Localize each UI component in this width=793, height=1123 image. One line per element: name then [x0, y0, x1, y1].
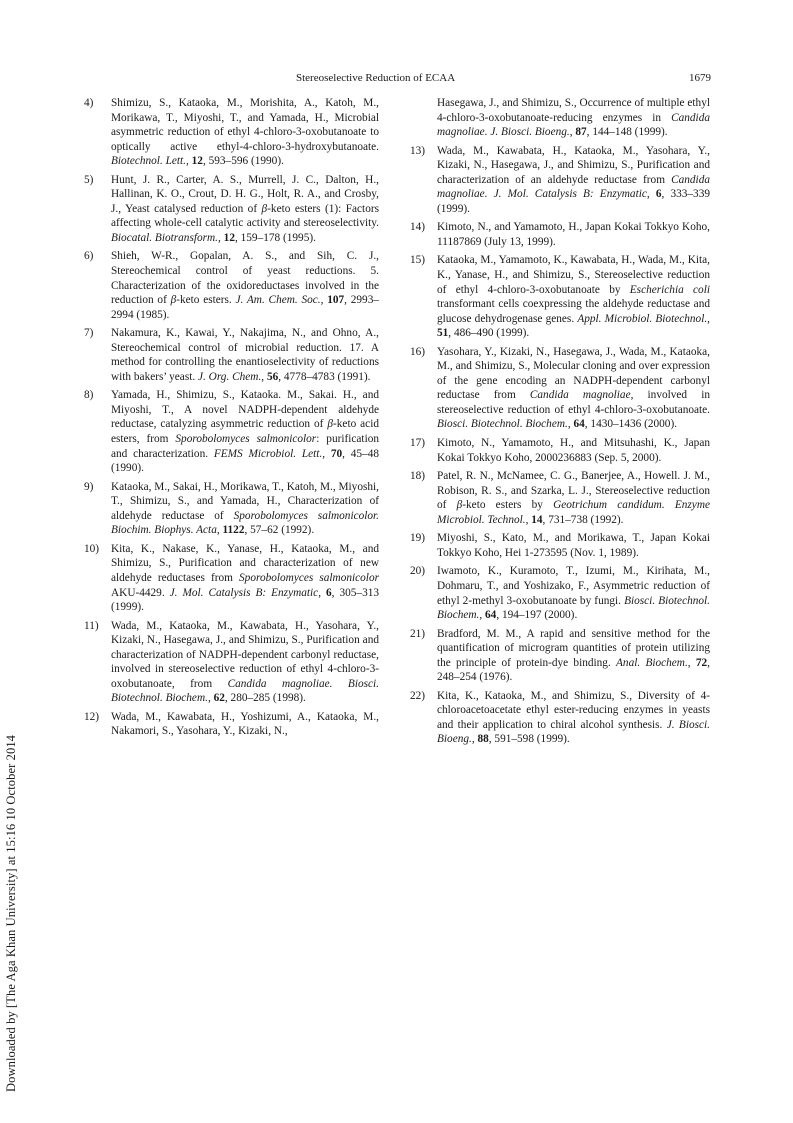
reference-text: Wada, M., Kataoka, M., Kawabata, H., Yasohara, Y., Kizaki, N., Hasegawa, J., and Shimizu, S., Purification and characterization of NADPH-dependent carbonyl reductase, involved in stereoselective reduction of ethyl 4-chloro-3-oxobutanoate, from Candida magnoliae. Biosci. Biotechnol. Biochem., 62, 280–285 (1998).: [111, 619, 379, 705]
reference-number: 13): [410, 144, 426, 157]
references-left-column: [84, 96, 379, 743]
reference-number: 6): [84, 250, 94, 263]
reference-text: Wada, M., Kawabata, H., Kataoka, M., Yasohara, Y., Kizaki, N., Hasegawa, J., and Shimizu, S., Purification and characterization of an aldehyde reductase from Candida magnoliae. J. Mol. Catalysis B: Enzymatic, 6, 333–339 (1999).: [437, 144, 710, 215]
page-number: 1679: [689, 72, 711, 84]
reference-number: 20): [410, 565, 426, 578]
download-watermark-text: Downloaded by [The Aga Khan University] at 15:16 10 October 2014: [4, 734, 18, 1092]
reference-number: 22): [410, 689, 426, 702]
reference-number: 11): [84, 619, 99, 632]
reference-item: [84, 326, 379, 384]
reference-text: Iwamoto, K., Kuramoto, T., Izumi, M., Kirihata, M., Dohmaru, T., and Yoshizako, F., Asymmetric reduction of ethyl 2-methyl 3-oxobutanoate by fungi. Biosci. Biotechnol. Biochem., 64, 194–197 (2000).: [437, 565, 710, 622]
reference-number: 12): [84, 710, 100, 723]
reference-number: 5): [84, 173, 94, 186]
reference-number: 21): [410, 627, 426, 640]
reference-text: Kimoto, N., Yamamoto, H., and Mitsuhashi, K., Japan Kokai Tokkyo Koho, 2000236883 (Sep. 5, 2000).: [437, 437, 710, 464]
reference-item: [410, 220, 710, 249]
reference-number: 8): [84, 389, 94, 402]
page-header: [0, 72, 793, 88]
reference-text: Patel, R. N., McNamee, C. G., Banerjee, A., Howell. J. M., Robison, R. S., and Szarka, L. J., Stereoselective reduction of β-keto esters by Geotrichum candidum. Enzyme Microbiol. Technol., 14, 731–738 (1992).: [437, 470, 710, 526]
reference-number: 9): [84, 480, 94, 493]
reference-text: Kataoka, M., Yamamoto, K., Kawabata, H., Wada, M., Kita, K., Yanase, H., and Shimizu, S., Stereoselective reduction of ethyl 4-chloro-3-oxobutanoate by Escherichia coli transformant cells coexpressing the aldehyde reductase and glucose dehydrogenase genes. Appl. Microbiol. Biotechnol., 51, 486–490 (1999).: [437, 254, 710, 340]
reference-item: [410, 564, 710, 622]
reference-text: Bradford, M. M., A rapid and sensitive method for the quantification of microgram quantities of protein utilizing the principle of protein-dye binding. Anal. Biochem., 72, 248–254 (1976).: [437, 627, 710, 684]
reference-text: Kita, K., Kataoka, M., and Shimizu, S., Diversity of 4-chloroacetoacetate ethyl ester-reducing enzymes in yeasts and their application to chiral alcohol synthesis. J. Biosci. Bioeng., 88, 591–598 (1999).: [437, 689, 710, 746]
reference-text: Kimoto, N., and Yamamoto, H., Japan Kokai Tokkyo Koho, 11187869 (July 13, 1999).: [437, 221, 710, 248]
reference-number: 4): [84, 97, 94, 109]
reference-12-continuation: Hasegawa, J., and Shimizu, S., Occurrence of multiple ethyl 4-chloro-3-oxobutanoate-reducing enzymes in Candida magnoliae. J. Biosci. Bioeng., 87, 144–148 (1999).: [437, 97, 710, 139]
reference-number: 16): [410, 345, 426, 358]
references-right-column: [410, 96, 710, 751]
reference-number: 15): [410, 254, 426, 267]
reference-number: 17): [410, 437, 426, 450]
reference-item: [410, 689, 710, 747]
reference-text: Nakamura, K., Kawai, Y., Nakajima, N., and Ohno, A., Stereochemical control of microbial reduction. 17. A method for controlling the enantioselectivity of reductions with bakers’ yeast. J. Org. Chem., 56, 4778–4783 (1991).: [111, 327, 379, 383]
reference-item: [84, 480, 379, 538]
reference-item: [84, 619, 379, 706]
reference-number: 10): [84, 542, 100, 555]
reference-text: Shimizu, S., Kataoka, M., Morishita, A., Katoh, M., Morikawa, T., Miyoshi, T., and Yamada, H., Microbial asymmetric reduction of ethyl 4-chloro-3-oxobutanoate to optically active ethyl-4-chloro-3-hydroxybutanoate. Biotechnol. Lett., 12, 593–596 (1990).: [111, 97, 379, 168]
running-title: Stereoselective Reduction of ECAA: [296, 72, 456, 84]
reference-item: [410, 469, 710, 527]
reference-text: Miyoshi, S., Kato, M., and Morikawa, T., Japan Kokai Tokkyo Koho, Hei 1-273595 (Nov. 1, 1989).: [437, 532, 710, 559]
reference-item: [410, 345, 710, 432]
reference-text: Yamada, H., Shimizu, S., Kataoka. M., Sakai. H., and Miyoshi, T., A novel NADPH-dependent aldehyde reductase, catalyzing asymmetric reduction of β-keto acid esters, from Sporobolomyces salmonicolor: purification and characterization. FEMS Microbiol. Lett., 70, 45–48 (1990).: [111, 389, 380, 475]
reference-item: [410, 627, 710, 685]
reference-item: [84, 388, 379, 475]
reference-item: [410, 144, 710, 217]
reference-text: Wada, M., Kawabata, H., Yoshizumi, A., Kataoka, M., Nakamori, S., Yasohara, Y., Kizaki, N.,: [111, 710, 379, 738]
reference-text: Yasohara, Y., Kizaki, N., Hasegawa, J., Wada, M., Kataoka, M., and Shimizu, S., Molecular cloning and over expression of the gene encoding an NADPH-dependent carbonyl reductase from Candida magnoliae, involved in stereoselective reduction of ethyl 4-chloro-3-oxobutanoate. Biosci. Biotechnol. Biochem., 64, 1430–1436 (2000).: [437, 345, 710, 431]
reference-item: [84, 173, 379, 246]
reference-item: [84, 710, 379, 739]
reference-number: 19): [410, 532, 426, 545]
reference-item: [84, 96, 379, 169]
reference-item: [410, 531, 710, 560]
reference-number: 18): [410, 470, 426, 483]
reference-text: Kataoka, M., Sakai, H., Morikawa, T., Katoh, M., Miyoshi, T., Shimizu, S., and Yamada, H., Characterization of aldehyde reductase of Sporobolomyces salmonicolor. Biochim. Biophys. Acta, 1122, 57–62 (1992).: [111, 480, 379, 537]
reference-item: [410, 436, 710, 465]
reference-item: [410, 253, 710, 340]
reference-item: [84, 542, 379, 615]
reference-number: 14): [410, 221, 426, 234]
reference-text: Shieh, W-R., Gopalan, A. S., and Sih, C. J., Stereochemical control of yeast reductions. 5. Characterization of the oxidoreductases involved in the reduction of β-keto esters. J. Am. Chem. Soc., 107, 2993–2994 (1985).: [111, 250, 379, 321]
reference-text: Hunt, J. R., Carter, A. S., Murrell, J. C., Dalton, H., Hallinan, K. O., Crout, D. H. G., Holt, R. A., and Crosby, J., Yeast catalysed reduction of β-keto esters (1): Factors affecting whole-cell catalytic activity and stereoselectivity. Biocatal. Biotransform., 12, 159–178 (1995).: [111, 173, 379, 244]
reference-number: 7): [84, 327, 94, 340]
reference-item: [84, 249, 379, 322]
reference-text: Kita, K., Nakase, K., Yanase, H., Kataoka, M., and Shimizu, S., Purification and characterization of new aldehyde reductases from Sporobolomyces salmonicolor AKU-4429. J. Mol. Catalysis B: Enzymatic, 6, 305–313 (1999).: [111, 542, 380, 614]
